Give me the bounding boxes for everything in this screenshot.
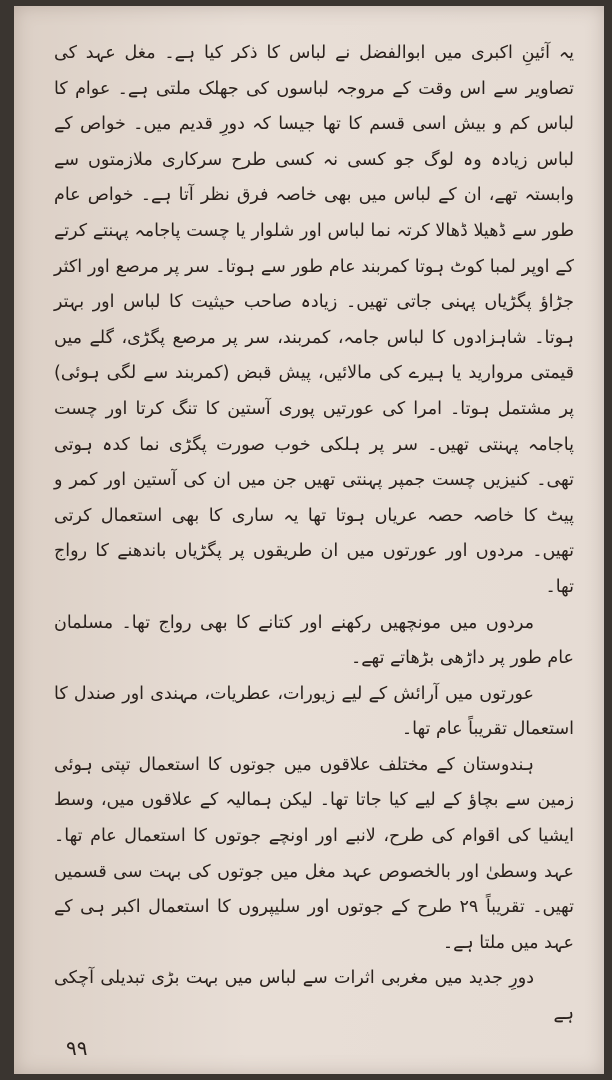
book-page [14,6,604,1074]
page-body [54,36,574,1033]
paragraph-modern-era: دورِ جدید میں مغربی اثرات سے لباس میں بہت بڑی تبدیلی آچکی ہے [54,968,574,1025]
page-number: ۹۹ [66,1036,88,1060]
paragraph-footwear: ہندوستان کے مختلف علاقوں میں جوتوں کا استعمال تپتی ہوئی زمین سے بچاؤ کے لیے کیا جاتا تھا۔ لیکن ہمالیہ کے علاقوں میں، وسط ایشیا کی اقوام کی طرح، لانبے اور اونچے جوتوں کا استعمال عام تھا۔ عہد وسطیٰ اور بالخصوص عہد مغل میں جوتوں کی بہت سی قسمیں تھیں۔ تقریباً ۲۹ طرح کے جوتوں اور سلیپروں کا استعمال اکبر ہی کے عہد میں ملتا ہے۔ [54,754,574,953]
paragraph-beards: مردوں میں مونچھیں رکھنے اور کتانے کا بھی رواج تھا۔ مسلمان عام طور پر داڑھی بڑھاتے تھے۔ [54,612,574,669]
paragraph-adornment: عورتوں میں آرائش کے لیے زیورات، عطریات، مہندی اور صندل کا استعمال تقریباً عام تھا۔ [54,683,574,740]
paragraph-dress-history: یہ آئینِ اکبری میں ابوالفضل نے لباس کا ذکر کیا ہے۔ مغل عہد کی تصاویر سے اس وقت کے مروجہ لباسوں کی جھلک ملتی ہے۔ عوام کا لباس کم و بیش اسی قسم کا تھا جیسا کہ دورِ قدیم میں۔ خواص کے لباس زیادہ وہ لوگ جو کسی نہ کسی طرح سرکاری ملازمتوں سے وابستہ تھے، ان کے لباس میں بھی خاصہ فرق نظر آتا ہے۔ خواص عام طور سے ڈھیلا ڈھالا کرتہ نما لباس اور شلوار یا چست پاجامہ پہنتے کرتے کے اوپر لمبا کوٹ ہوتا کمربند عام طور سے ہوتا۔ سر پر مرصع اور اکثر جڑاؤ پگڑیاں پہنی جاتی تھیں۔ زیادہ صاحب حیثیت کا لباس اور بہتر ہوتا۔ شاہزادوں کا لباس جامہ، کمربند، سر پر مرصع پگڑی، گلے میں قیمتی مروارید یا ہیرے کی مالائیں، پیش قبض (کمربند سے لگی ہوئی) پر مشتمل ہوتا۔ امرا کی عورتیں پوری آستین کا تنگ کرتا اور چست پاجامہ پہنتی تھیں۔ سر پر ہلکی خوب صورت پگڑی نما کدہ ہوتی تھی۔ کنیزیں چست جمپر پہنتی تھیں جن میں ان کی آستین اور کمر و پیٹ کا خاصہ حصہ عریاں ہوتا تھا یہ ساری کا بھی استعمال کرتی تھیں۔ مردوں اور عورتوں میں ان طریقوں پر پگڑیاں باندھنے کا رواج تھا۔ [54,43,574,597]
